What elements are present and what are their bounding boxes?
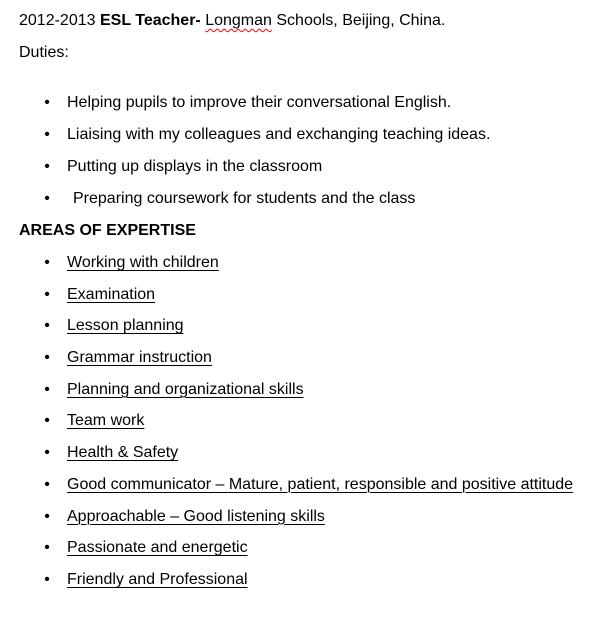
list-item (19, 284, 589, 316)
list-item (19, 347, 589, 379)
bullet-icon: • (44, 317, 50, 335)
bullet-icon: • (44, 190, 50, 207)
list-item (19, 315, 589, 347)
bullet-icon: • (44, 412, 50, 430)
list-item (19, 188, 589, 220)
list-item (19, 124, 589, 156)
list-item (19, 537, 589, 569)
list-item (19, 442, 589, 474)
resume-document (19, 10, 589, 601)
job-entry-line (19, 10, 589, 32)
expertise-text: Passionate and energetic (67, 539, 248, 557)
job-title: ESL Teacher- (99, 12, 201, 29)
bullet-icon: • (44, 254, 50, 271)
list-item (19, 410, 589, 442)
bullet-icon: • (44, 349, 50, 367)
expertise-text: Team work (67, 412, 145, 430)
expertise-text: Approachable – Good listening skills (67, 507, 325, 525)
duty-text: Helping pupils to improve their conversational English. (67, 94, 452, 111)
duties-list (19, 92, 589, 220)
list-item (19, 252, 589, 284)
expertise-text: Grammar instruction (67, 349, 212, 367)
expertise-text: Good communicator – Mature, patient, responsible and positive attitude (67, 475, 574, 493)
job-years: 2012-2013 (19, 12, 96, 29)
bullet-icon: • (44, 539, 50, 557)
duty-text: Preparing coursework for students and the class (73, 190, 416, 207)
list-item (19, 474, 589, 506)
bullet-icon: • (44, 158, 50, 175)
duty-text: Liaising with my colleagues and exchanging teaching ideas. (67, 126, 491, 143)
bullet-icon: • (44, 94, 50, 111)
list-item (19, 569, 589, 601)
expertise-text: Friendly and Professional (67, 570, 248, 588)
expertise-text: Working with children (67, 254, 219, 271)
bullet-icon: • (44, 444, 50, 462)
bullet-icon: • (44, 380, 50, 398)
list-item (19, 379, 589, 411)
list-item (19, 156, 589, 188)
expertise-text: Planning and organizational skills (67, 380, 304, 398)
expertise-text: Health & Safety (67, 444, 179, 462)
list-item (19, 506, 589, 538)
expertise-list (19, 252, 589, 601)
list-item (19, 92, 589, 124)
expertise-text: Lesson planning (67, 317, 184, 335)
duty-text: Putting up displays in the classroom (67, 158, 323, 175)
job-employer: Longman (205, 12, 272, 29)
bullet-icon: • (44, 126, 50, 143)
bullet-icon: • (44, 285, 50, 303)
job-location: Schools, Beijing, China. (276, 12, 446, 29)
duties-label: Duties: (19, 44, 69, 61)
bullet-icon: • (44, 475, 50, 493)
bullet-icon: • (44, 570, 50, 588)
expertise-heading: AREAS OF EXPERTISE (19, 222, 196, 239)
expertise-text: Examination (67, 285, 156, 303)
bullet-icon: • (44, 507, 50, 525)
